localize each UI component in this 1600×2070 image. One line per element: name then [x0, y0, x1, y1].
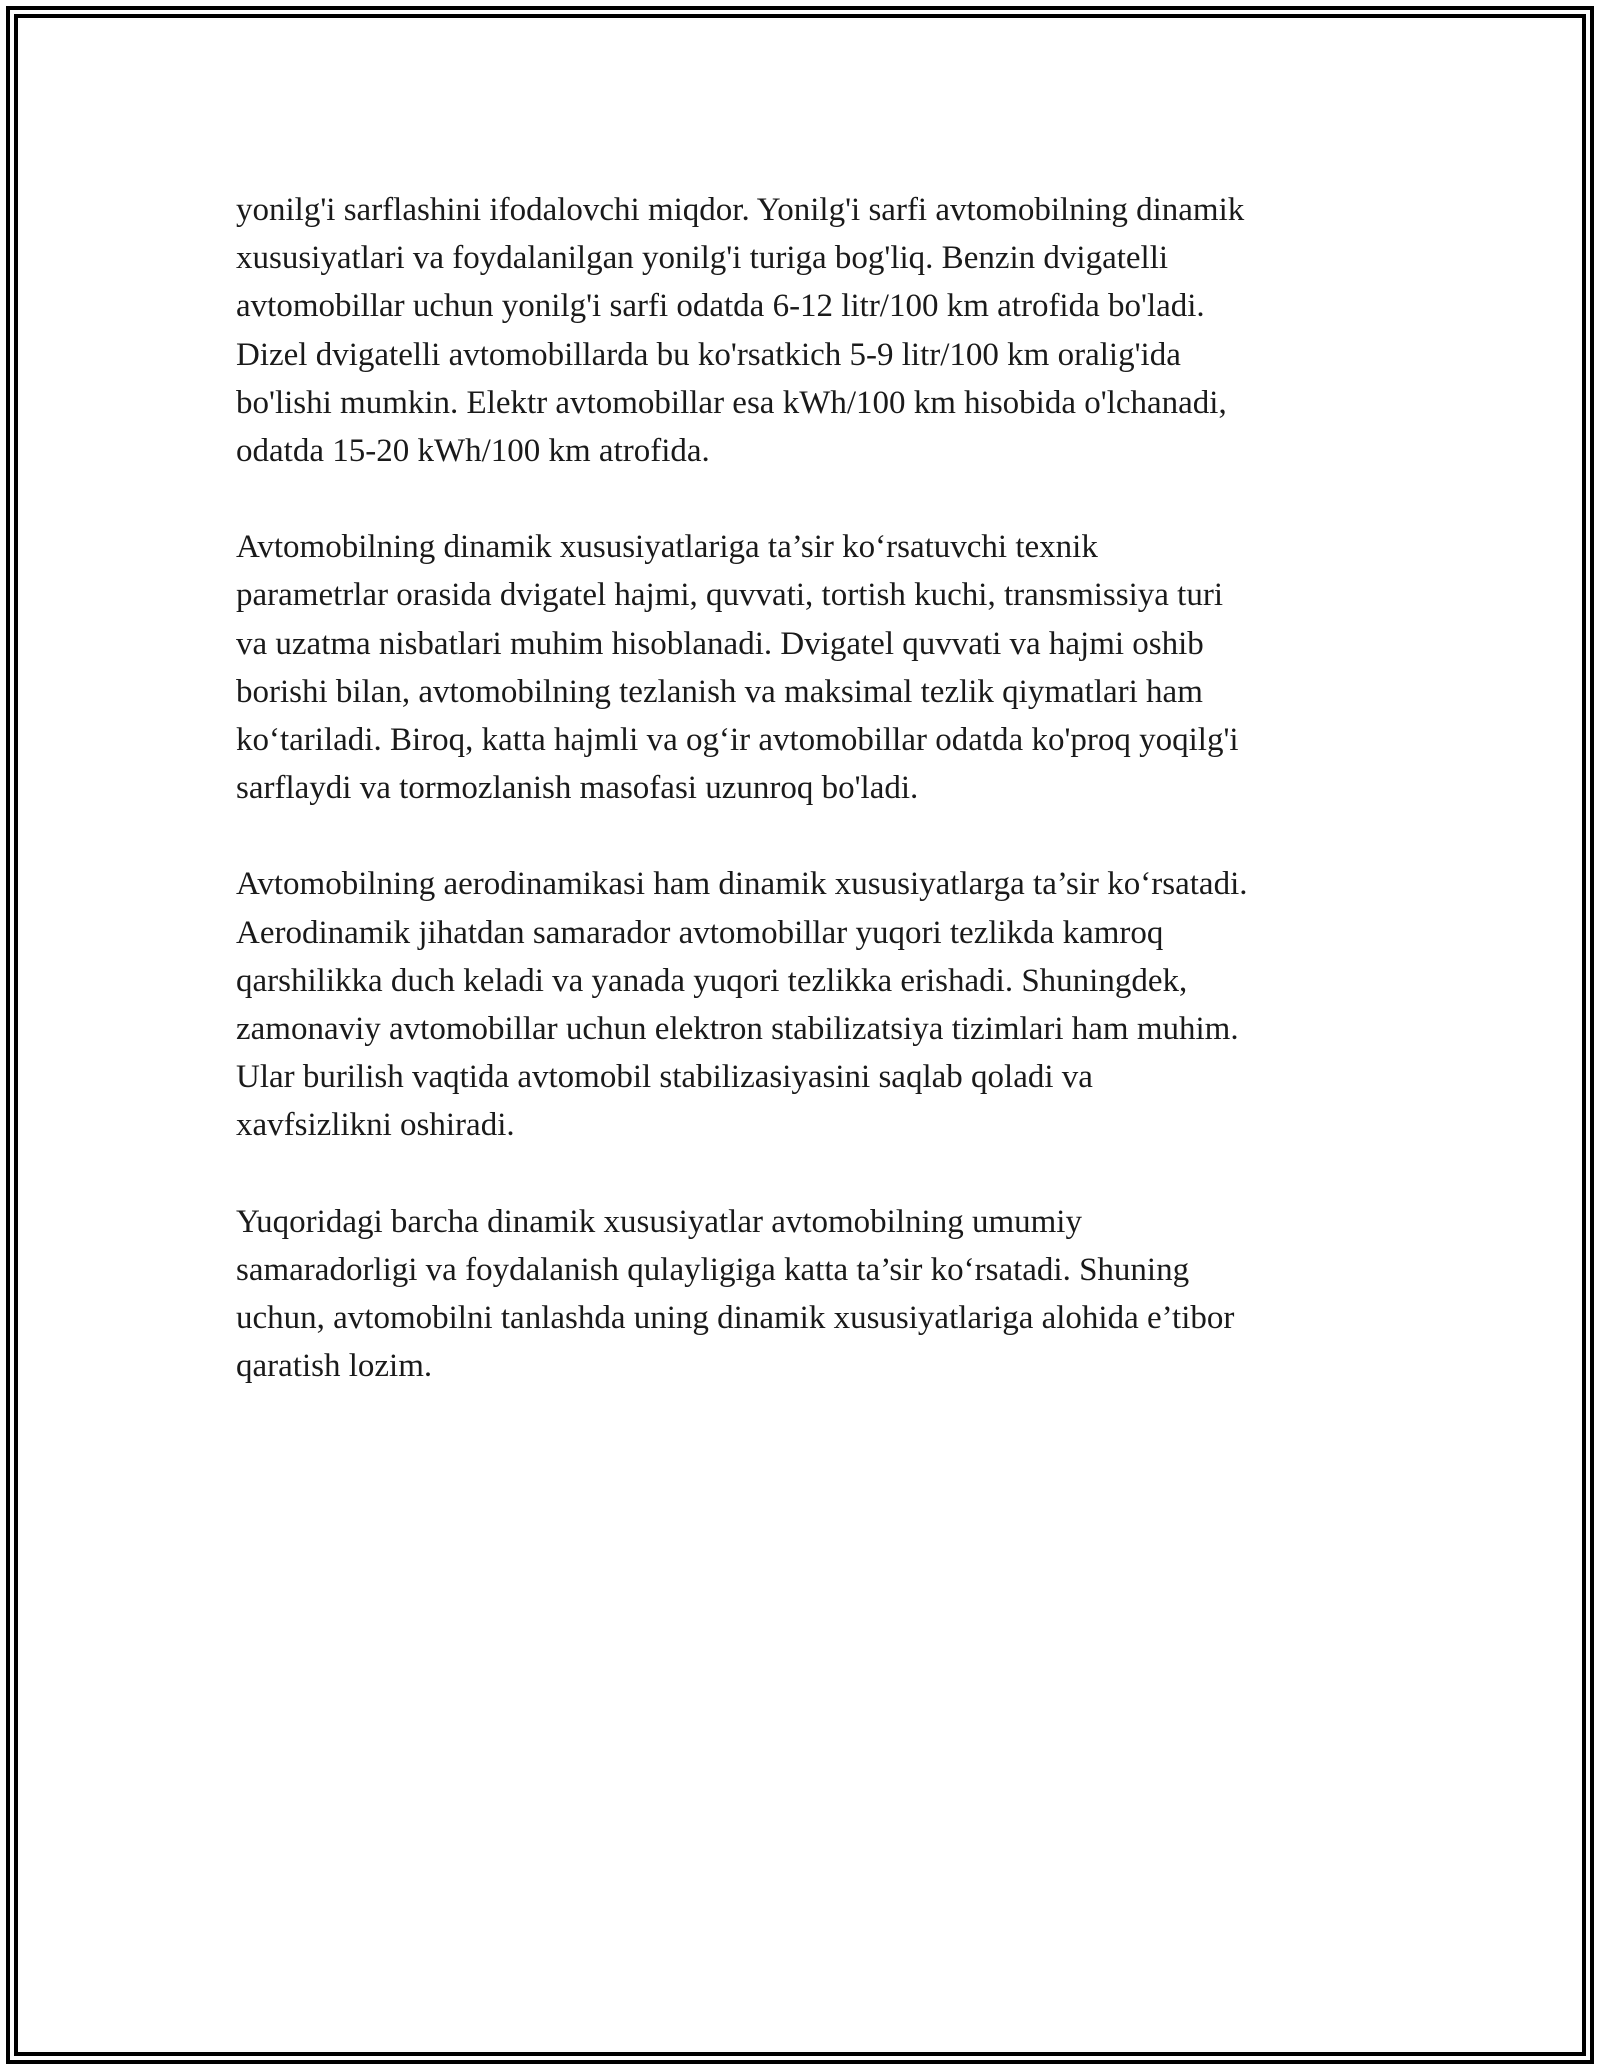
paragraph-fuel-consumption: yonilg'i sarflashini ifodalovchi miqdor. Yonilg'i sarfi avtomobilning dinamik xususiyatlari va foydalanilgan yonilg'i turiga bog'liq. Benzin dvigatelli avtomobillar uchun yonilg'i sarfi odatda 6-12 litr/100 km atrofida bo'ladi. Dizel dvigatelli avtomobillarda bu ko'rsatkich 5-9 litr/100 km oralig'ida bo'lishi mumkin. Elektr avtomobillar esa kWh/100 km hisobida o'lchanadi, odatda 15-20 kWh/100 km atrofida. — [236, 192, 1245, 470]
paragraph-conclusion: Yuqoridagi barcha dinamik xususiyatlar avtomobilning umumiy samaradorligi va foydalanish qulayligiga katta ta’sir ko‘rsatadi. Shuning uchun, avtomobilni tanlashda uning dinamik xususiyatlariga alohida e’tibor qaratish lozim. — [236, 1203, 1235, 1385]
paragraph-technical-parameters: Avtomobilning dinamik xususiyatlariga ta’sir ko‘rsatuvchi texnik parametrlar orasida dvigatel hajmi, quvvati, tortish kuchi, transmissiya turi va uzatma nisbatlari muhim hisoblanadi. Dvigatel quvvati va hajmi oshib borishi bilan, avtomobilning tezlanish va maksimal tezlik qiymatlari ham ko‘tariladi. Biroq, katta hajmli va og‘ir avtomobillar odatda ko'proq yoqilg'i sarflaydi va tormozlanish masofasi uzunroq bo'ladi. — [236, 529, 1239, 807]
document-body — [236, 186, 1376, 1438]
paragraph-aerodynamics: Avtomobilning aerodinamikasi ham dinamik xususiyatlarga ta’sir ko‘rsatadi. Aerodinamik jihatdan samarador avtomobillar yuqori tezlikda kamroq qarshilikka duch keladi va yanada yuqori tezlikka erishadi. Shuningdek, zamonaviy avtomobillar uchun elektron stabilizatsiya tizimlari ham muhim. Ular burilish vaqtida avtomobil stabilizasiyasini saqlab qoladi va xavfsizlikni oshiradi. — [236, 866, 1248, 1144]
